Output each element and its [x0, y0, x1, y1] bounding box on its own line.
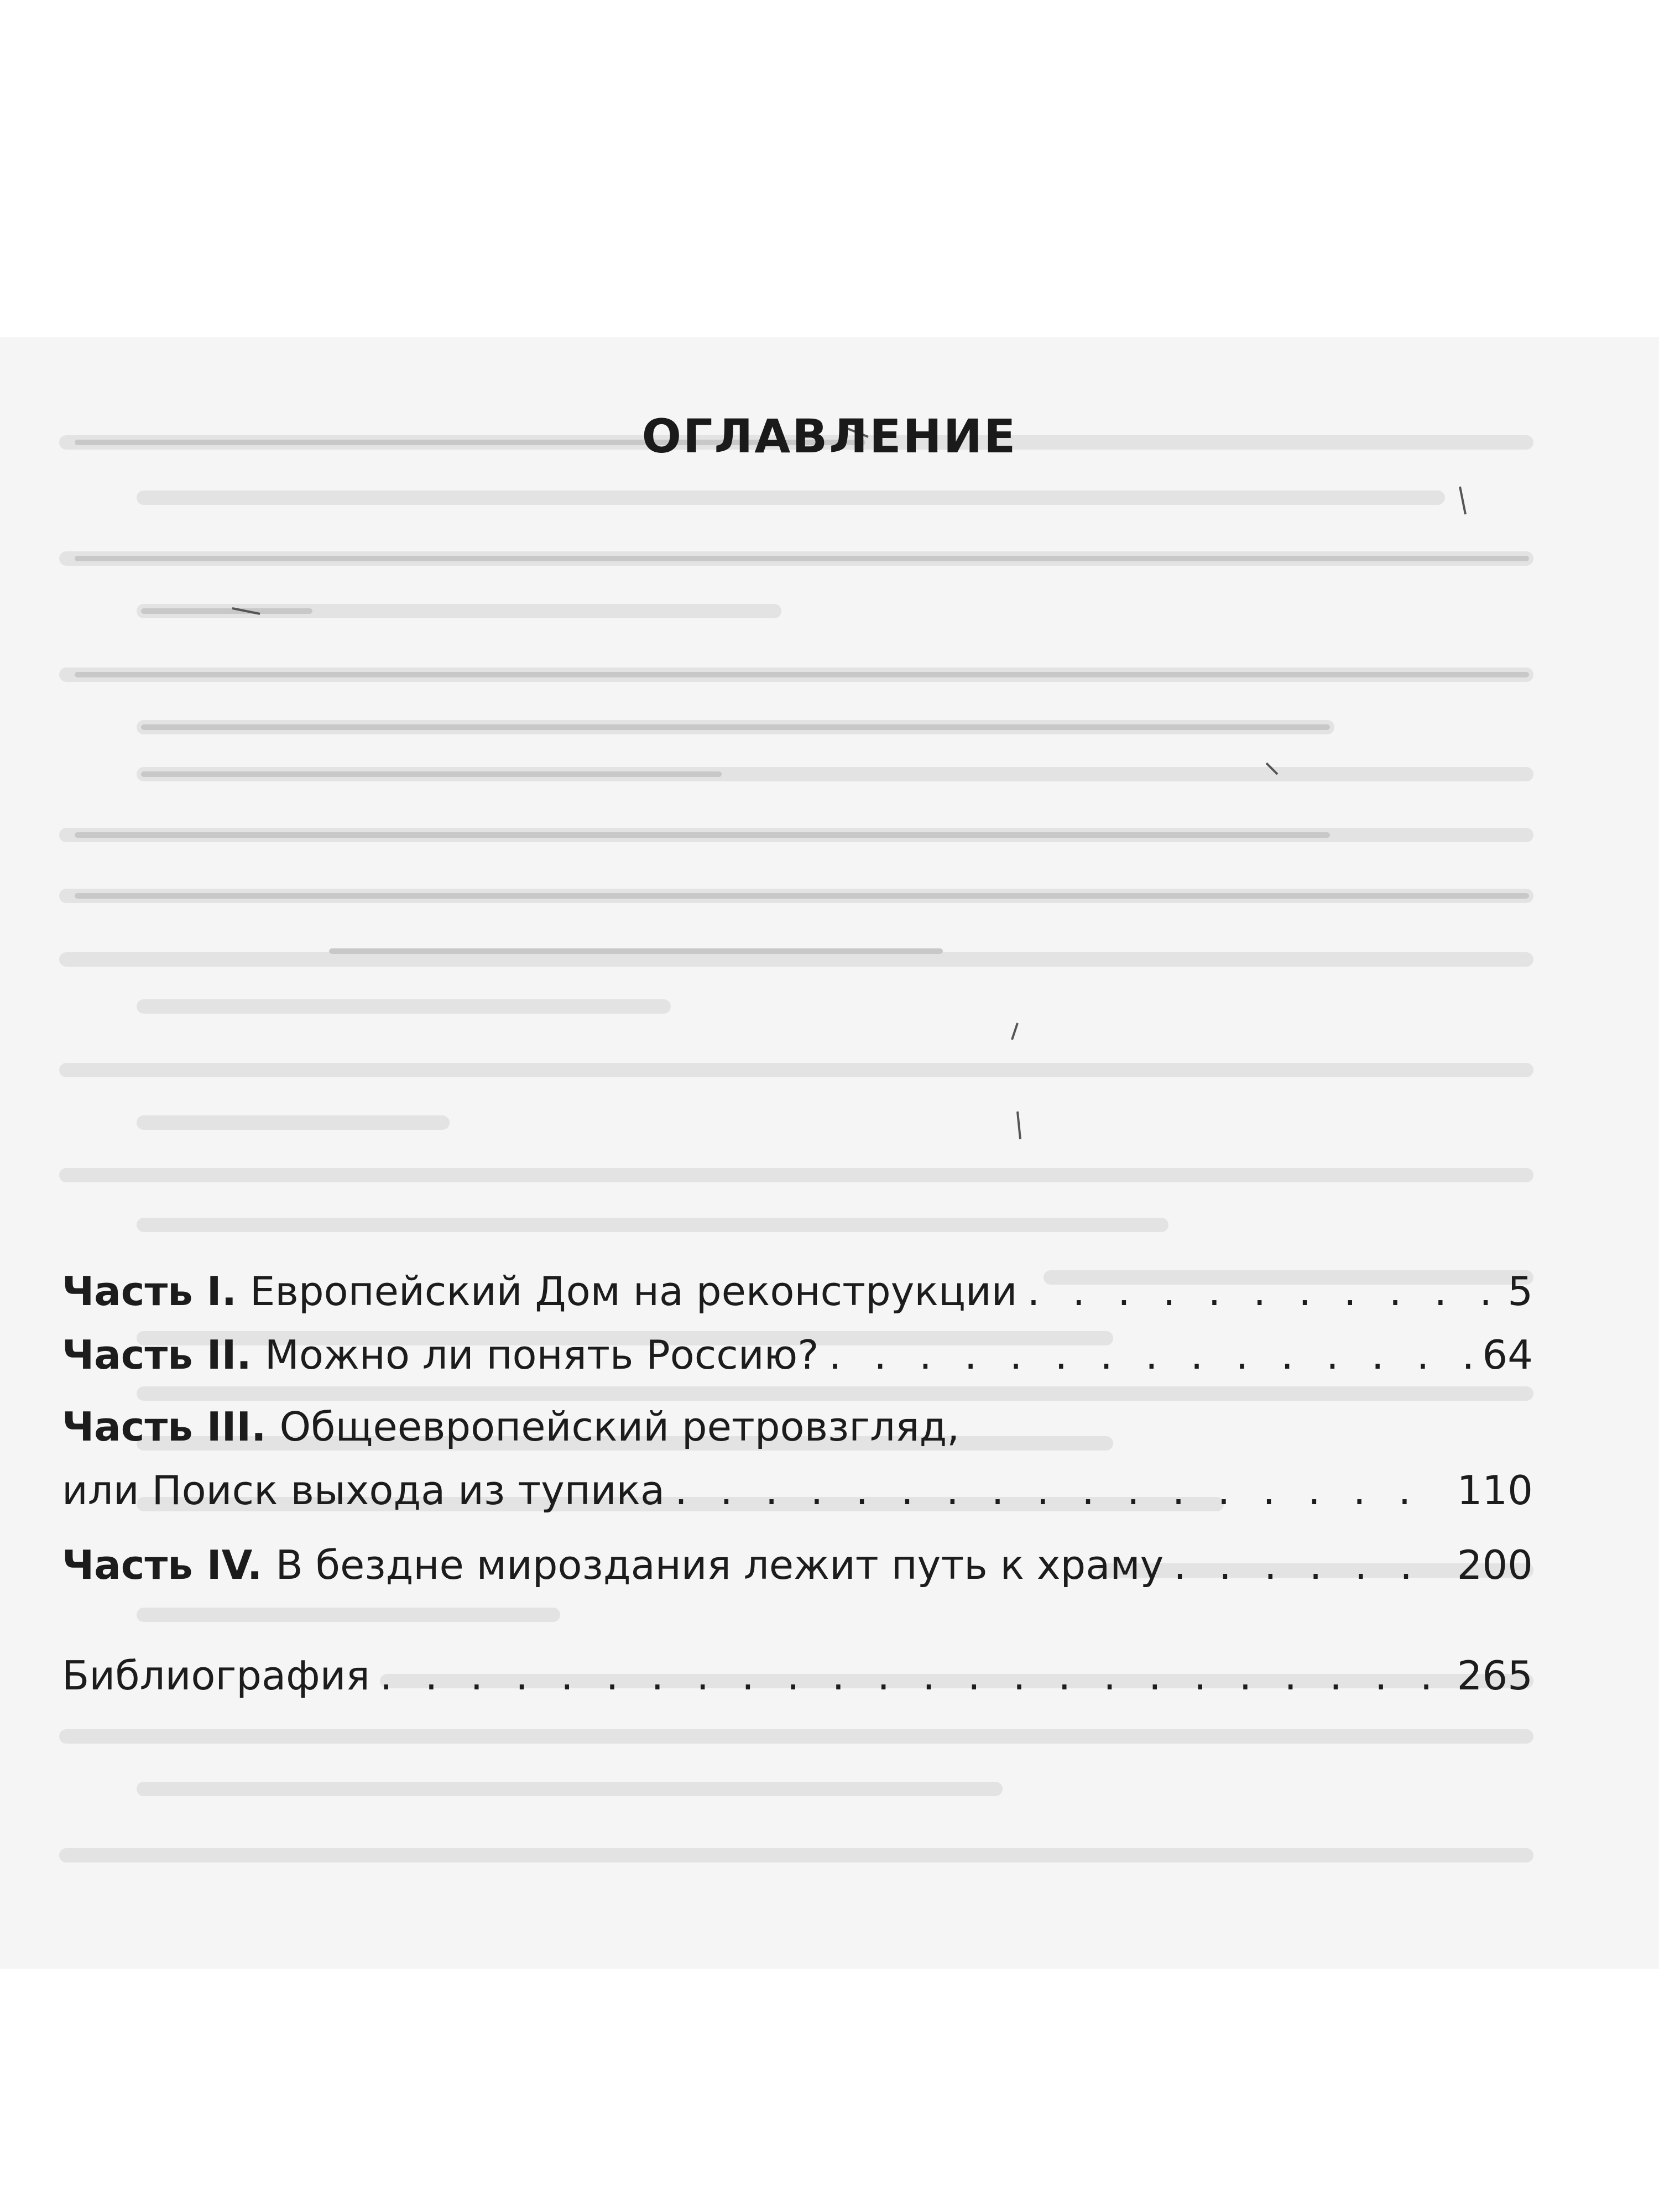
toc-entry-part-3[interactable]: [62, 1399, 1533, 1454]
toc-leader-dots: [380, 1648, 1447, 1703]
toc-entry-page: 5: [1507, 1268, 1533, 1314]
toc-entry-title: В бездне мироздания лежит путь к храму: [275, 1542, 1164, 1588]
toc-entry-part-1[interactable]: [62, 1264, 1533, 1319]
toc-leader-dots: [828, 1327, 1472, 1383]
toc-title: ОГЛАВЛЕНИЕ: [641, 409, 1018, 463]
toc-entry-part-3-continued[interactable]: [62, 1463, 1533, 1518]
toc-entry-label: Часть III.: [62, 1404, 267, 1450]
toc-entry-label: Часть II.: [62, 1332, 252, 1378]
toc-entry-title: Можно ли понять Россию?: [264, 1332, 819, 1378]
toc-entry-part-2[interactable]: [62, 1327, 1533, 1383]
toc-entry-page: 265: [1457, 1652, 1533, 1699]
toc-entry-title: Библиография: [62, 1652, 370, 1699]
toc-entry-page: 200: [1457, 1542, 1533, 1588]
toc-entry-bibliography[interactable]: [62, 1648, 1533, 1703]
toc-leader-dots: [675, 1463, 1447, 1518]
toc-entry-page: 110: [1457, 1467, 1533, 1514]
toc-entry-title: Европейский Дом на реконструкции: [249, 1268, 1018, 1314]
toc-entry-label: Часть I.: [62, 1268, 237, 1314]
toc-entry-label: Часть IV.: [62, 1542, 263, 1588]
toc-entry-part-4[interactable]: [62, 1537, 1533, 1593]
toc-leader-dots: [1173, 1537, 1447, 1593]
toc-entry-title: Общеевропейский ретровзгляд,: [279, 1404, 960, 1450]
toc-entry-title-line2: или Поиск выхода из тупика: [62, 1467, 665, 1514]
toc-entry-page: 64: [1482, 1332, 1533, 1378]
toc-leader-dots: [1027, 1264, 1498, 1319]
